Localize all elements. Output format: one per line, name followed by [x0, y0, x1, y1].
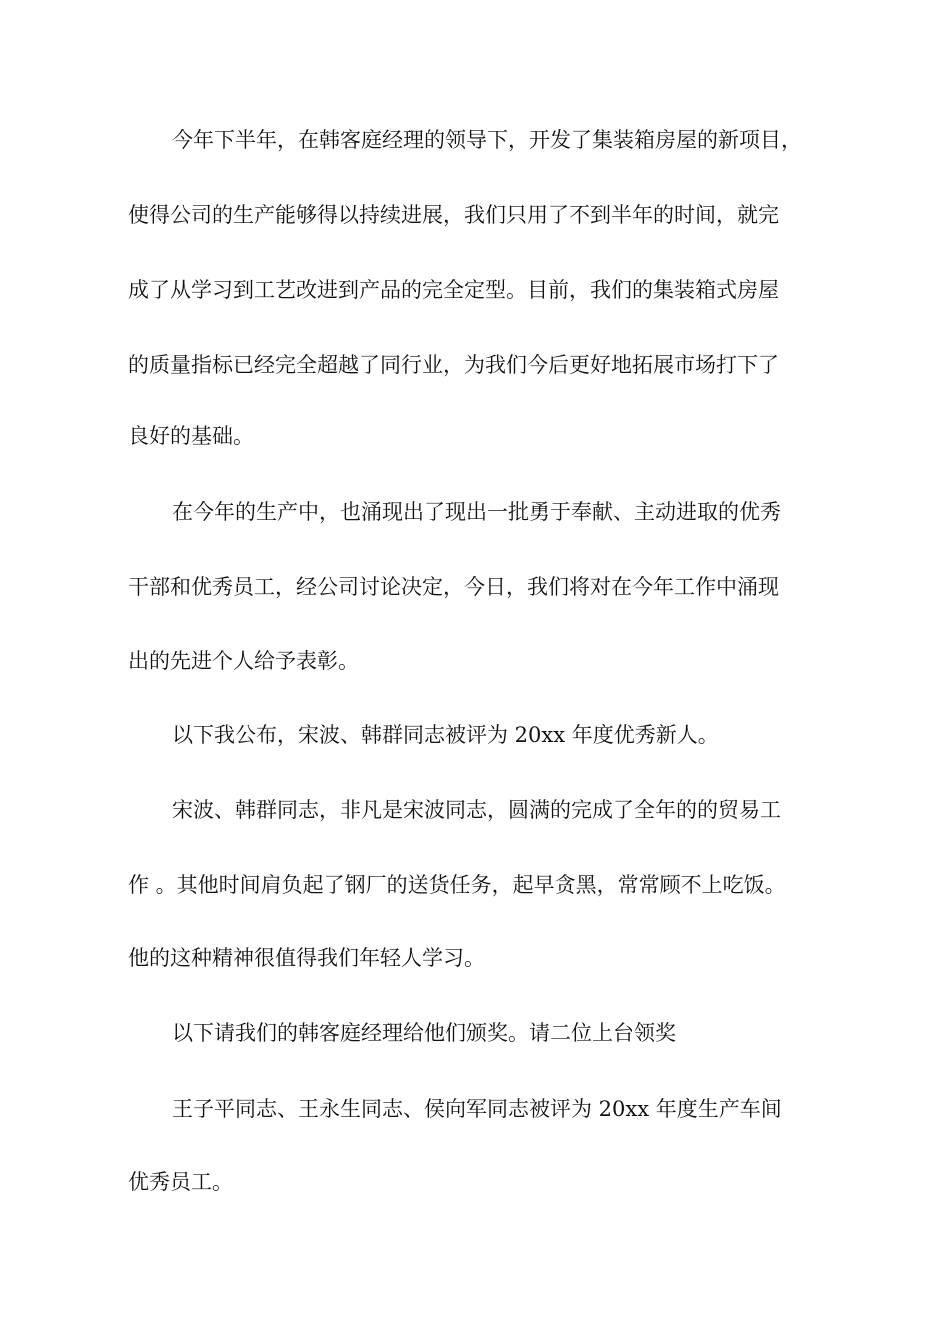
- paragraph-2-line-3: 出的先进个人给予表彰。: [128, 649, 359, 673]
- paragraph-4-line-3: 他的这种精神很值得我们年轻人学习。: [128, 946, 485, 970]
- paragraph-1-line-3: 成了从学习到工艺改进到产品的完全定型。目前，我们的集装箱式房屋: [128, 278, 779, 302]
- paragraph-4-line-1: 宋波、韩群同志，非凡是宋波同志，圆满的完成了全年的的贸易工: [172, 798, 781, 822]
- paragraph-3-line-1: 以下我公布，宋波、韩群同志被评为 20xx 年度优秀新人。: [172, 723, 719, 747]
- paragraph-2-line-1: 在今年的生产中，也涌现出了现出一批勇于奉献、主动进取的优秀: [172, 500, 781, 524]
- paragraph-4-line-2: 作 。其他时间肩负起了钢厂的送货任务，起早贪黑，常常顾不上吃饭。: [128, 873, 786, 897]
- paragraph-5-line-1: 以下请我们的韩客庭经理给他们颁奖。请二位上台领奖: [172, 1021, 676, 1045]
- paragraph-1-line-4: 的质量指标已经完全超越了同行业，为我们今后更好地拓展市场打下了: [128, 353, 779, 377]
- paragraph-6-line-1: 王子平同志、王永生同志、侯向军同志被评为 20xx 年度生产车间: [172, 1097, 782, 1121]
- paragraph-2-line-2: 干部和优秀员工，经公司讨论决定，今日，我们将对在今年工作中涌现: [128, 575, 779, 599]
- paragraph-1-line-2: 使得公司的生产能够得以持续进展，我们只用了不到半年的时间，就完: [128, 203, 779, 227]
- paragraph-6-line-2: 优秀员工。: [128, 1170, 233, 1194]
- paragraph-1-line-1: 今年下半年，在韩客庭经理的领导下，开发了集装箱房屋的新项目，: [172, 128, 802, 152]
- paragraph-1-line-5: 良好的基础。: [128, 424, 254, 448]
